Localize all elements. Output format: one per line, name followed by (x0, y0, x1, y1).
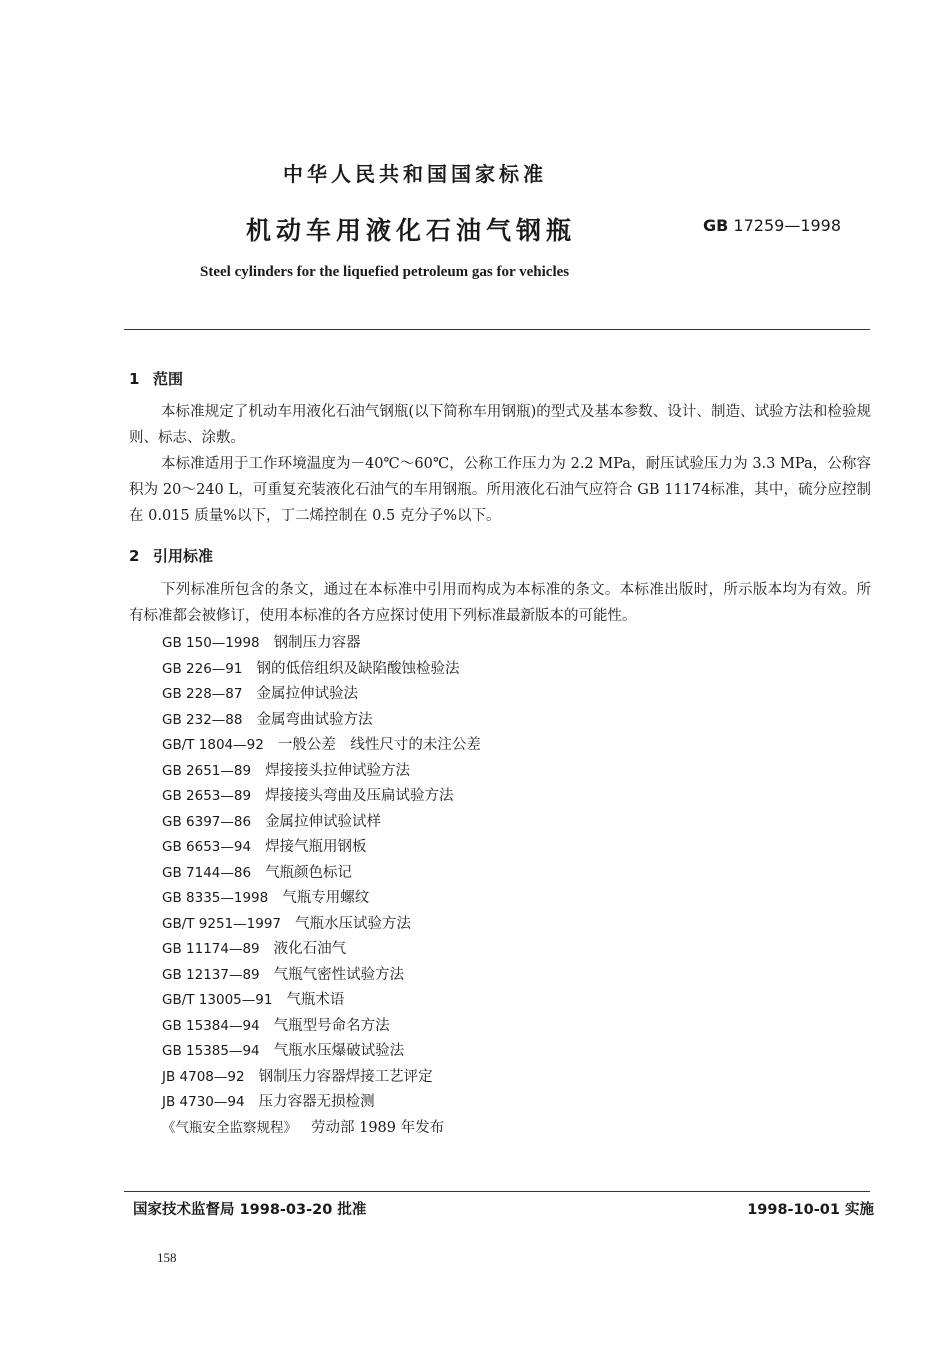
list-item (162, 861, 481, 887)
reference-title: 钢制压力容器焊接工艺评定 (258, 1068, 433, 1085)
section-1-paragraph-2: 本标准适用于工作环境温度为－40℃～60℃，公称工作压力为 2.2 MPa，耐压试验压力为 3.3 MPa，公称容积为 20～240 L，可重复充装液化石油气的车用钢瓶。所用液化石油气应符合 GB 11174标准，其中，硫分应控制在 0.015 质量%以下，丁二烯控制在 0.5 克分子%以下。 (129, 456, 871, 524)
reference-title: 金属弯曲试验方法 (256, 711, 373, 728)
reference-code: GB 6653—94 (162, 839, 252, 855)
reference-code: GB/T 1804—92 (162, 737, 264, 753)
list-item (162, 963, 481, 989)
national-standard-heading: 中华人民共和国国家标准 (283, 162, 547, 186)
list-item (162, 759, 481, 785)
list-item (162, 708, 481, 734)
reference-code: GB 2653—89 (162, 788, 252, 804)
section-1-paragraph-1: 本标准规定了机动车用液化石油气钢瓶(以下简称车用钢瓶)的型式及基本参数、设计、制造、试验方法和检验规则、标志、涂敷。 (129, 404, 871, 446)
reference-title: 压力容器无损检测 (258, 1094, 375, 1110)
reference-title: 液化石油气 (273, 941, 347, 957)
reference-code: GB 232—88 (162, 711, 243, 728)
reference-title: 劳动部 1989 年发布 (311, 1119, 445, 1136)
reference-code: GB 2651—89 (162, 762, 252, 779)
list-item (162, 912, 481, 938)
reference-code: GB 6397—86 (162, 813, 252, 830)
reference-title: 金属拉伸试验试样 (265, 813, 382, 830)
section-1-title: 范围 (153, 370, 184, 388)
reference-title: 焊接接头弯曲及压扁试验方法 (265, 788, 454, 804)
reference-title: 气瓶专用螺纹 (282, 890, 370, 906)
reference-title: 一般公差 线性尺寸的未注公差 (277, 737, 481, 753)
reference-code: GB 150—1998 (162, 635, 260, 651)
list-item (162, 835, 481, 861)
reference-code: 《气瓶安全监察规程》 (162, 1119, 297, 1136)
english-title: Steel cylinders for the liquefied petroleum gas for vehicles (200, 264, 570, 280)
list-item (162, 733, 481, 759)
section-2-title: 引用标准 (153, 547, 214, 565)
implementation-note: 1998-10-01 实施 (747, 1202, 874, 1218)
list-item (162, 1116, 481, 1142)
reference-title: 钢制压力容器 (273, 635, 361, 651)
section-1-heading (129, 368, 183, 389)
section-2-number: 2 (129, 547, 140, 565)
reference-code: GB/T 13005—91 (162, 992, 273, 1008)
reference-title: 气瓶水压爆破试验法 (273, 1043, 405, 1059)
list-item (162, 1065, 481, 1091)
list-item (162, 886, 481, 912)
reference-title: 气瓶术语 (286, 992, 345, 1008)
reference-code: GB 7144—86 (162, 864, 252, 881)
list-item (162, 1090, 481, 1116)
section-1-number: 1 (129, 370, 140, 388)
reference-title: 金属拉伸试验法 (256, 686, 358, 702)
reference-code: GB 8335—1998 (162, 890, 269, 906)
reference-code: GB 11174—89 (162, 941, 260, 957)
document-title: 机动车用液化石油气钢瓶 (246, 216, 577, 245)
standard-number-value: 17259—1998 (733, 216, 842, 235)
reference-title: 气瓶颜色标记 (265, 864, 353, 881)
reference-code: GB/T 9251—1997 (162, 915, 282, 932)
standard-number (703, 216, 841, 235)
header-divider (124, 329, 870, 330)
footer-divider (124, 1191, 870, 1192)
reference-title: 焊接接头拉伸试验方法 (265, 762, 411, 779)
reference-title: 气瓶型号命名方法 (273, 1017, 390, 1034)
list-item (162, 988, 481, 1014)
reference-title: 钢的低倍组织及缺陷酸蚀检验法 (256, 660, 460, 677)
page-number: 158 (157, 1250, 177, 1265)
reference-code: GB 15384—94 (162, 1017, 260, 1034)
standard-prefix: GB (703, 216, 729, 235)
reference-code: GB 226—91 (162, 660, 243, 677)
list-item (162, 682, 481, 708)
section-2-intro: 下列标准所包含的条文，通过在本标准中引用而构成为本标准的条文。本标准出版时，所示版本均为有效。所有标准都会被修订，使用本标准的各方应探讨使用下列标准最新版本的可能性。 (129, 582, 871, 624)
list-item (162, 1014, 481, 1040)
list-item (162, 657, 481, 683)
list-item (162, 631, 481, 657)
list-item (162, 784, 481, 810)
reference-title: 焊接气瓶用钢板 (265, 839, 367, 855)
list-item (162, 810, 481, 836)
reference-title: 气瓶水压试验方法 (295, 915, 412, 932)
list-item (162, 937, 481, 963)
reference-list (162, 631, 481, 1141)
list-item (162, 1039, 481, 1065)
reference-code: GB 228—87 (162, 686, 243, 702)
reference-code: GB 12137—89 (162, 966, 260, 983)
reference-code: JB 4708—92 (162, 1068, 245, 1085)
reference-code: GB 15385—94 (162, 1043, 260, 1059)
approval-note: 国家技术监督局 1998-03-20 批准 (133, 1202, 367, 1218)
reference-code: JB 4730—94 (162, 1094, 245, 1110)
reference-title: 气瓶气密性试验方法 (273, 966, 405, 983)
section-2-heading (129, 545, 213, 566)
